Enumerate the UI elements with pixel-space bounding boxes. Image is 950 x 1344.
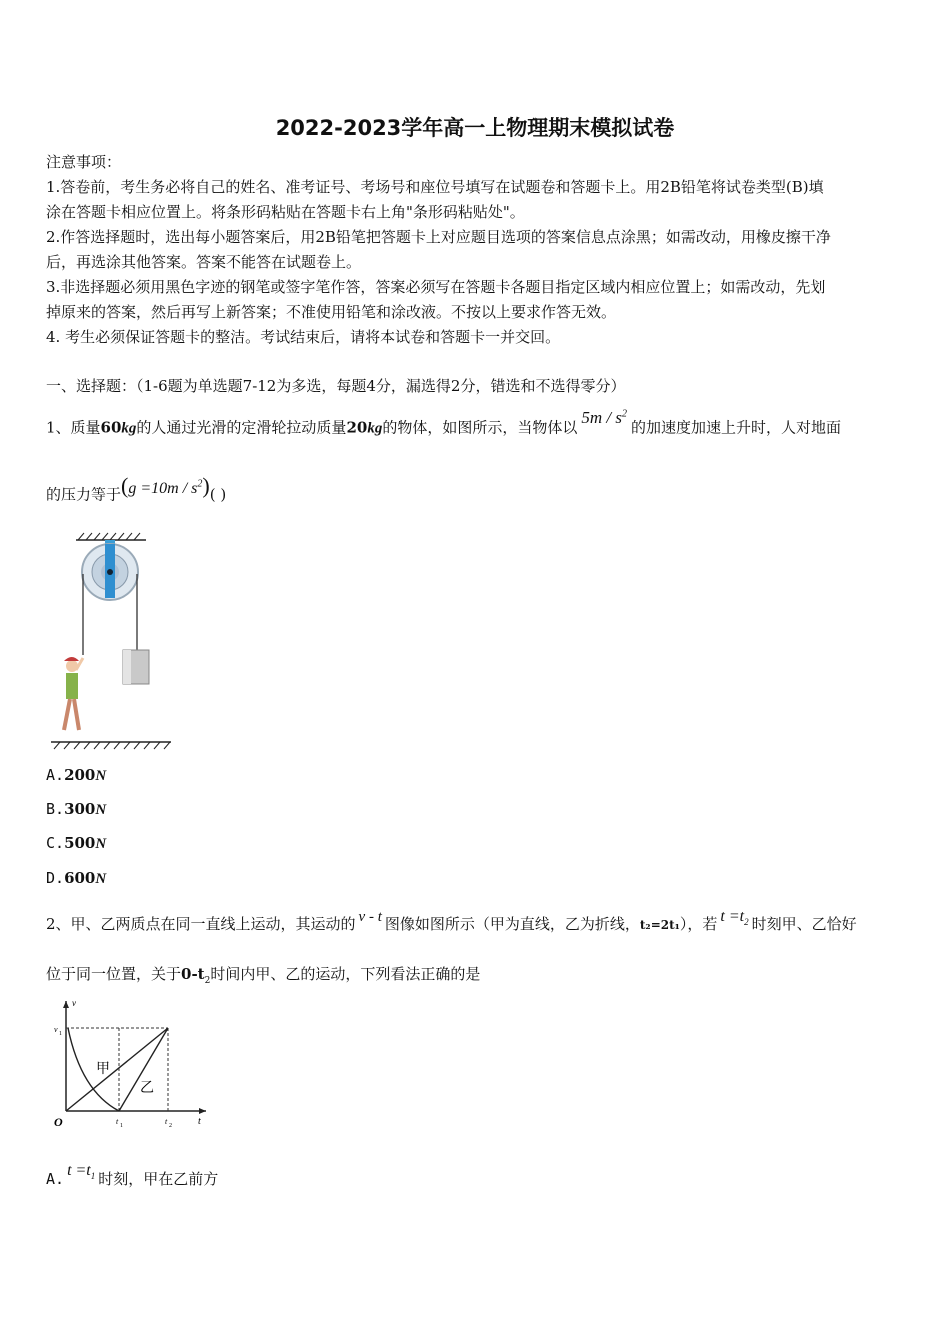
notice-line: 涂在答题卡相应位置上。将条形码粘贴在答题卡右上角"条形码粘贴处"。 <box>46 203 525 221</box>
notice-line: 2.作答选择题时，选出每小题答案后，用2B铅笔把答题卡上对应题目选项的答案信息点涂黑；如需改动，用橡皮擦干净 <box>46 228 831 246</box>
q2-stem-line1: 2、甲、乙两质点在同一直线上运动，其运动的 v - t 图像如图所示（甲为直线，乙为折线，t₂=2t₁），若 $t =t_2$ 时刻甲、乙恰好 <box>46 908 857 933</box>
q1-accel-formula: $5m / s^2$ <box>581 407 627 427</box>
notice-line: 1.答卷前，考生务必将自己的姓名、准考证号、考场号和座位号填写在试题卷和答题卡上。用2B铅笔将试卷类型(B)填 <box>46 178 824 196</box>
graph-yi-label: 乙 <box>140 1081 154 1096</box>
q2-condition: $t =t_2$ <box>720 908 749 928</box>
q1-option-d[interactable]: D.600N <box>46 869 107 887</box>
q1-option-a[interactable]: A.200N <box>46 766 107 784</box>
q1-option-c[interactable]: C.500N <box>46 834 107 852</box>
graph-v1-label: v <box>54 1025 58 1034</box>
graph-jia-label: 甲 <box>96 1062 110 1077</box>
svg-text:2: 2 <box>169 1123 172 1129</box>
notice-line: 后，再选涂其他答案。答案不能答在试题卷上。 <box>46 253 362 271</box>
svg-text:1: 1 <box>120 1123 123 1129</box>
notice-line: 4. 考生必须保证答题卡的整洁。考试结束后，请将本试卷和答题卡一并交回。 <box>46 328 561 346</box>
section-heading: 一、选择题：（1-6题为单选题7-12为多选，每题4分，漏选得2分，错选和不选得零分） <box>46 377 626 395</box>
graph-t1-label: t <box>116 1117 119 1126</box>
notice-line: 3.非选择题必须用黑色字迹的钢笔或签字笔作答，答案必须写在答题卡各题目指定区域内相应位置上；如需改动，先划 <box>46 278 826 296</box>
graph-origin-label: O <box>54 1115 63 1129</box>
q1-g-formula: $g =10m / s^2$ <box>128 479 203 498</box>
graph-t2-label: t <box>165 1117 168 1126</box>
graph-x-axis-label: t <box>198 1116 201 1127</box>
pulley-figure <box>46 530 176 752</box>
q1-stem-line2: 的压力等于$(g =10m / s^2)$( ) <box>46 473 227 504</box>
q2-option-a[interactable]: A. $t =t_1$ 时刻，甲在乙前方 <box>46 1162 219 1188</box>
notice-heading: 注意事项： <box>46 153 122 171</box>
notice-line: 掉原来的答案，然后再写上新答案；不准使用铅笔和涂改液。不按以上要求作答无效。 <box>46 303 617 321</box>
svg-text:1: 1 <box>59 1031 62 1037</box>
q2-vt-symbol: v - t <box>358 909 382 925</box>
vt-graph <box>46 996 216 1136</box>
q2-stem-line2: 位于同一位置，关于$0-t_2$时间内甲、乙的运动，下列看法正确的是 <box>46 965 481 986</box>
q1-option-b[interactable]: B.300N <box>46 800 107 818</box>
graph-y-axis-label: v <box>72 998 76 1008</box>
page-title: 2022-2023学年高一上物理期末模拟试卷 <box>275 116 675 140</box>
q1-stem-line1: 1、质量60kg的人通过光滑的定滑轮拉动质量20kg的物体，如图所示，当物体以$5m / s^2$的加速度加速上升时，人对地面 <box>46 407 841 437</box>
